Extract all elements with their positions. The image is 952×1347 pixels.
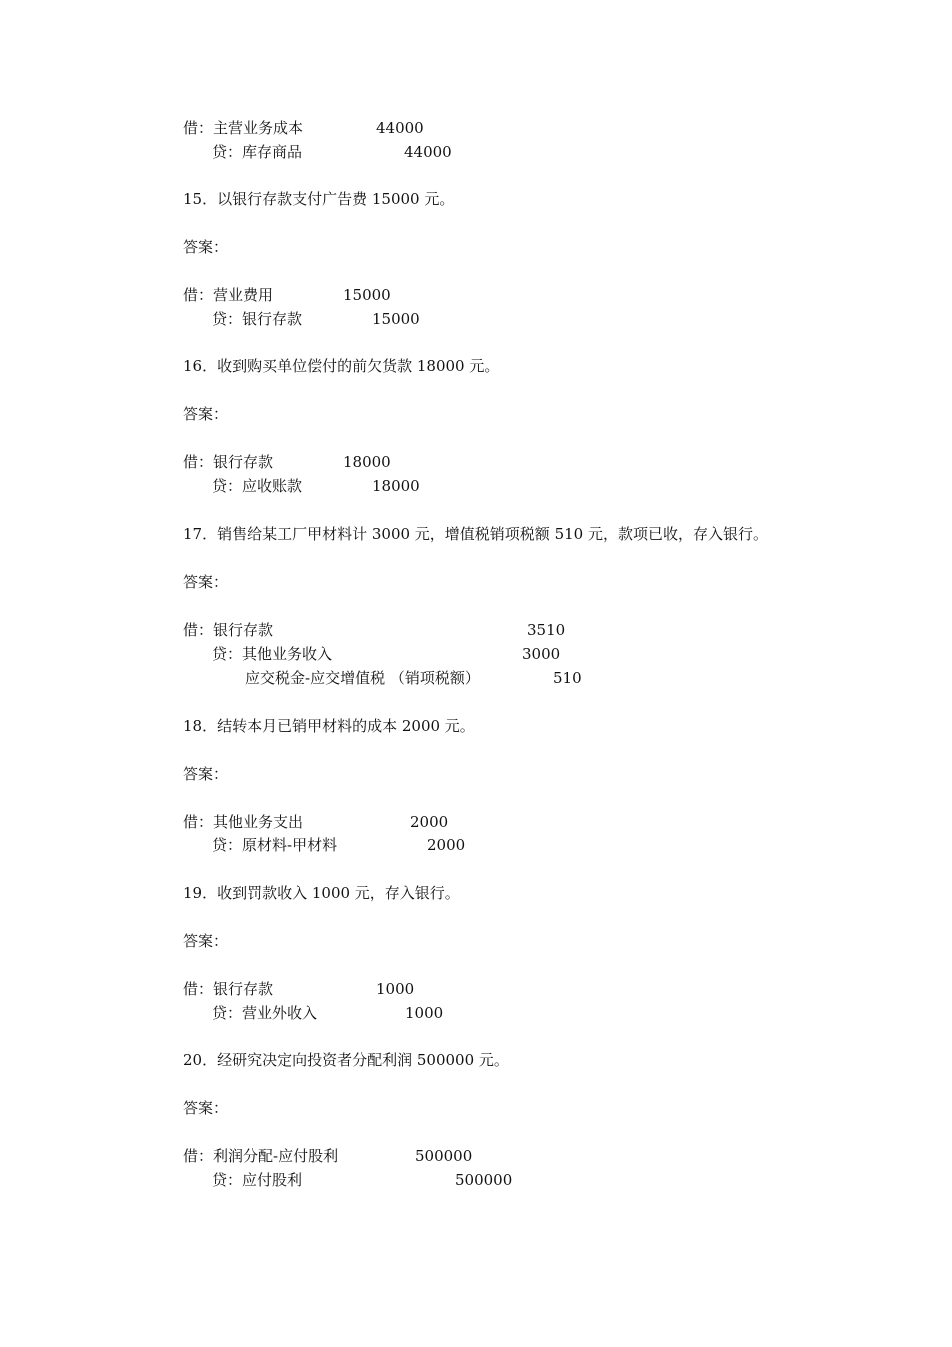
debit-amount: 3510 <box>527 621 566 639</box>
debit-account: 借：利润分配-应付股利 <box>183 1147 339 1165</box>
credit-account: 贷：应付股利 <box>212 1171 303 1189</box>
debit-account: 借：银行存款 <box>183 453 274 471</box>
answer-label: 答案： <box>183 1099 229 1117</box>
credit-amount: 44000 <box>404 143 452 161</box>
debit-amount: 18000 <box>343 453 391 471</box>
credit-account: 贷：营业外收入 <box>212 1004 318 1022</box>
credit-amount: 510 <box>553 669 582 687</box>
question-text: 19．收到罚款收入 1000 元，存入银行。 <box>183 884 460 902</box>
debit-amount: 500000 <box>415 1147 473 1165</box>
debit-account: 借：其他业务支出 <box>183 813 304 831</box>
credit-account: 贷：银行存款 <box>212 310 303 328</box>
answer-label: 答案： <box>183 932 229 950</box>
answer-label: 答案： <box>183 765 229 783</box>
question-text: 15．以银行存款支付广告费 15000 元。 <box>183 190 455 208</box>
credit-amount: 15000 <box>372 310 420 328</box>
debit-account: 借：银行存款 <box>183 621 274 639</box>
credit-account: 贷：库存商品 <box>212 143 303 161</box>
credit-account: 应交税金-应交增值税 （销项税额） <box>245 669 480 687</box>
answer-label: 答案： <box>183 238 229 256</box>
debit-amount: 2000 <box>410 813 449 831</box>
question-text: 20．经研究决定向投资者分配利润 500000 元。 <box>183 1051 509 1069</box>
debit-amount: 44000 <box>376 119 424 137</box>
credit-account: 贷：原材料-甲材料 <box>212 836 338 854</box>
debit-account: 借：营业费用 <box>183 286 274 304</box>
credit-account: 贷：其他业务收入 <box>212 645 333 663</box>
debit-amount: 1000 <box>376 980 415 998</box>
debit-account: 借：主营业务成本 <box>183 119 304 137</box>
question-text: 17．销售给某工厂甲材料计 3000 元，增值税销项税额 510 元，款项已收，存入银行。 <box>183 525 768 543</box>
credit-amount: 1000 <box>405 1004 444 1022</box>
credit-amount: 500000 <box>455 1171 513 1189</box>
answer-label: 答案： <box>183 573 229 591</box>
question-text: 16．收到购买单位偿付的前欠货款 18000 元。 <box>183 357 500 375</box>
credit-amount: 2000 <box>427 836 466 854</box>
credit-amount: 3000 <box>522 645 561 663</box>
question-text: 18．结转本月已销甲材料的成本 2000 元。 <box>183 717 475 735</box>
credit-account: 贷：应收账款 <box>212 477 303 495</box>
answer-label: 答案： <box>183 405 229 423</box>
debit-account: 借：银行存款 <box>183 980 274 998</box>
credit-amount: 18000 <box>372 477 420 495</box>
debit-amount: 15000 <box>343 286 391 304</box>
